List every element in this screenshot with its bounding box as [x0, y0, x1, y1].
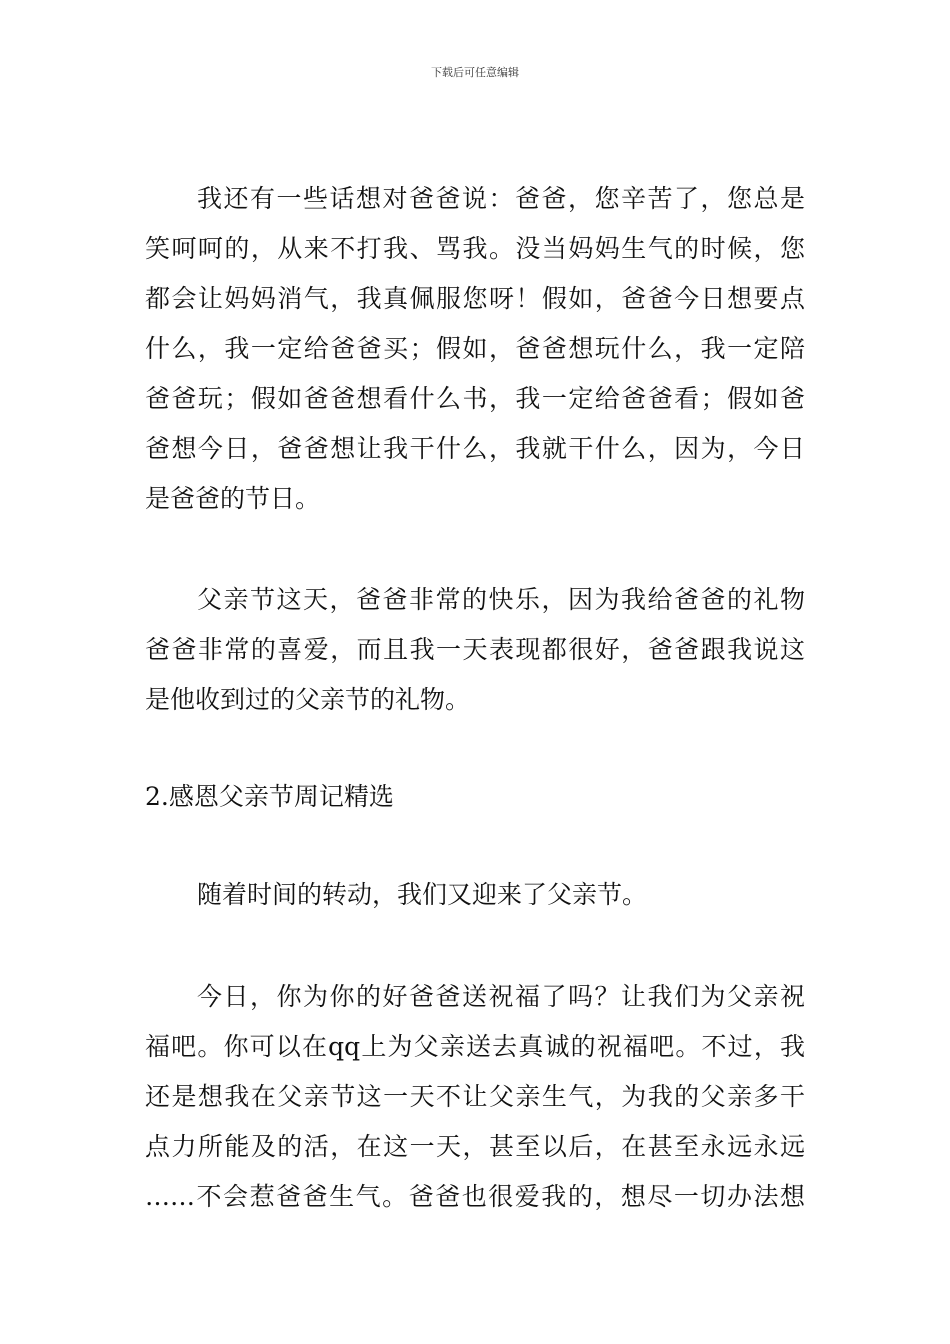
- paragraph-1-line-5: 爸爸玩；假如爸爸想看什么书，我一定给爸爸看；假如爸: [145, 384, 805, 413]
- paragraph-2-line-2: 爸爸非常的喜爱，而且我一天表现都很好，爸爸跟我说这: [145, 635, 805, 664]
- page-header: 下载后可任意编辑: [431, 66, 519, 79]
- paragraph-4-line-5: ……不会惹爸爸生气。爸爸也很爱我的，想尽一切办法想: [145, 1182, 805, 1211]
- paragraph-4-line-2: 福吧。你可以在qq上为父亲送去真诚的祝福吧。不过，我: [145, 1032, 805, 1061]
- paragraph-4-line-3: 还是想我在父亲节这一天不让父亲生气，为我的父亲多干: [145, 1082, 805, 1111]
- paragraph-1-line-2: 笑呵呵的，从来不打我、骂我。没当妈妈生气的时候，您: [145, 234, 805, 263]
- paragraph-4-line-4: 点力所能及的活，在这一天，甚至以后，在甚至永远永远: [145, 1132, 805, 1161]
- paragraph-1-line-6: 爸想今日，爸爸想让我干什么，我就干什么，因为，今日: [145, 434, 805, 463]
- paragraph-1-line-7: 是爸爸的节日。: [145, 484, 321, 513]
- paragraph-3-line-1: 随着时间的转动，我们又迎来了父亲节。: [197, 880, 648, 909]
- paragraph-2-line-1: 父亲节这天，爸爸非常的快乐，因为我给爸爸的礼物: [197, 585, 805, 614]
- section-heading: 2.感恩父亲节周记精选: [145, 782, 394, 811]
- paragraph-1-line-3: 都会让妈妈消气，我真佩服您呀！假如，爸爸今日想要点: [145, 284, 805, 313]
- paragraph-1-line-1: 我还有一些话想对爸爸说：爸爸，您辛苦了，您总是: [197, 184, 805, 213]
- paragraph-4-line-1: 今日，你为你的好爸爸送祝福了吗？让我们为父亲祝: [197, 982, 805, 1011]
- paragraph-1-line-4: 什么，我一定给爸爸买；假如，爸爸想玩什么，我一定陪: [145, 334, 805, 363]
- paragraph-2-line-3: 是他收到过的父亲节的礼物。: [145, 685, 471, 714]
